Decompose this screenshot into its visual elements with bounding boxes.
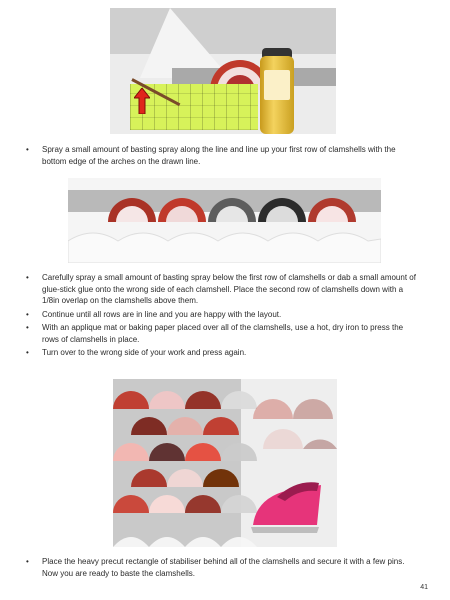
instruction-text: Continue until all rows are in line and you are happy with the layout. [42, 309, 282, 319]
bullet: • [26, 145, 29, 154]
photo-first-row-clamshells [68, 178, 381, 263]
bullet: • [26, 323, 29, 332]
list-item [24, 322, 419, 345]
bullet: • [26, 273, 29, 282]
instruction-text: Spray a small amount of basting spray along the line and line up your first row of clamshells with the bottom edge of the arches on the drawn line. [42, 145, 396, 166]
bullet: • [26, 348, 29, 357]
iron [247, 475, 325, 535]
instruction-list-2 [24, 272, 419, 361]
instruction-text: Carefully spray a small amount of basting spray below the first row of clamshells or dab a small amount of glue-stick glue onto the wrong side of each clamshell. Place the second row of clamshells down with a 1/8in overlap on the clamshells above them. [42, 273, 416, 305]
list-item [24, 309, 419, 321]
photo-ruler-and-spray [110, 8, 336, 134]
instruction-list-1 [24, 144, 414, 169]
list-item [24, 556, 419, 579]
instruction-text: Turn over to the wrong side of your work and press again. [42, 348, 247, 357]
list-item [24, 144, 414, 167]
instruction-text: Place the heavy precut rectangle of stabiliser behind all of the clamshells and secure it with a few pins. Now you are ready to baste the clamshells. [42, 557, 405, 578]
bullet: • [26, 557, 29, 566]
list-item [24, 272, 419, 307]
instruction-list-3 [24, 556, 419, 581]
bullet: • [26, 309, 29, 319]
instruction-text: With an applique mat or baking paper placed over all of the clamshells, use a hot, dry iron to press the rows of clamshells in place. [42, 323, 404, 344]
red-up-arrow-icon [134, 88, 150, 114]
clamshell-row [68, 186, 381, 236]
page-number: 41 [420, 584, 428, 591]
list-item [24, 347, 419, 359]
spray-can-label [264, 70, 290, 100]
white-scallops [68, 231, 381, 263]
photo-pressing-clamshells [113, 379, 337, 547]
